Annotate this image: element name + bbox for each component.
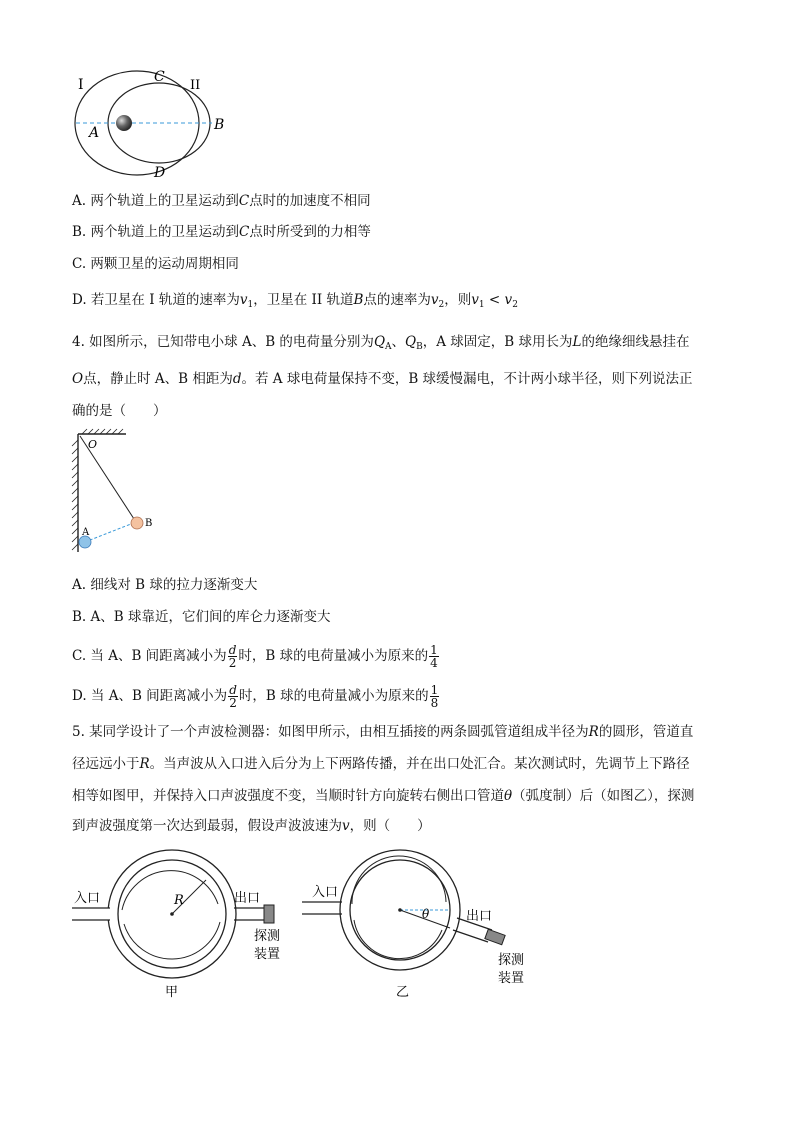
label-II: II	[190, 78, 201, 93]
q3-option-d: D. 若卫星在 I 轨道的速率为$v_1$，卫星在 II 轨道B点的速率为$v_2$，则$v_1 < v_2$	[72, 292, 518, 310]
outlet-label-a: 出口	[234, 891, 261, 906]
label-A: A	[82, 527, 90, 538]
q4-option-a: A. 细线对 B 球的拉力逐渐变大	[72, 577, 258, 593]
inlet-label-b: 入口	[312, 885, 339, 900]
detector-label-b1: 探测	[498, 953, 525, 968]
detector-a	[264, 905, 274, 923]
ceiling-hatch	[82, 429, 123, 434]
q3-option-c: C. 两颗卫星的运动周期相同	[72, 256, 239, 272]
detector-label-a1: 探测	[254, 929, 281, 944]
orbit-figure	[62, 65, 242, 185]
detector-label-b2: 装置	[498, 971, 525, 986]
inlet-label-a: 入口	[74, 891, 101, 906]
label-C: C	[154, 69, 165, 85]
inner-arc-upper	[122, 871, 218, 910]
q4-stem-line-1: 4. 如图所示，已知带电小球 A、B 的电荷量分别为$Q_A$、$Q_B$，A 球固定，B 球用长为L的绝缘细线悬挂在	[72, 334, 690, 352]
q5-stem-line-4: 到声波强度第一次达到最弱，假设声波波速为v，则（ ）	[72, 818, 431, 834]
rotated-outlet-bottom	[453, 930, 488, 942]
ab-dashed	[85, 522, 136, 542]
label-I: I	[78, 77, 84, 93]
label-theta: θ	[422, 907, 430, 921]
q3-option-a: A. 两个轨道上的卫星运动到C点时的加速度不相同	[72, 193, 371, 209]
q5-stem-line-1: 5. 某同学设计了一个声波检测器：如图甲所示，由相互插接的两条圆弧管道组成半径为R的圆形，管道直	[72, 724, 694, 740]
label-B: B	[214, 117, 225, 133]
caption-b: 乙	[396, 985, 410, 1000]
q3-option-b: B. 两个轨道上的卫星运动到C点时所受到的力相等	[72, 224, 371, 240]
q4-option-b: B. A、B 球靠近，它们间的库仑力逐渐变大	[72, 609, 331, 625]
detector-b	[485, 929, 505, 945]
label-B: B	[145, 518, 153, 529]
planet	[116, 115, 132, 131]
label-O: O	[88, 438, 98, 451]
detector-label-a2: 装置	[254, 947, 281, 962]
q4-option-c: C. 当 A、B 间距离减小为 $\frac{d}{2}$ 时，B 球的电荷量减小为原来的 $\frac{1}{4}$	[72, 643, 438, 670]
ball-b	[131, 517, 143, 529]
q5-stem-line-2: 径远远小于R。当声波从入口进入后分为上下两路传播，并在出口处汇合。某次测试时，先调节上下路径	[72, 756, 690, 772]
label-D: D	[154, 165, 166, 181]
pendulum-figure	[68, 428, 168, 552]
q4-stem-line-3: 确的是（ ）	[72, 403, 167, 419]
outlet-label-b: 出口	[466, 909, 493, 924]
inlet-gap-a	[70, 908, 110, 920]
label-A: A	[89, 125, 100, 141]
q4-option-d: D. 当 A、B 间距离减小为 $\frac{d}{2}$ 时，B 球的电荷量减小为原来的 $\frac{1}{8}$	[72, 683, 439, 710]
q4-stem-line-2: O点，静止时 A、B 相距为d。若 A 球电荷量保持不变，B 球缓慢漏电，不计两小球半径，则下列说法正	[72, 371, 693, 387]
q5-stem-line-3: 相等如图甲，并保持入口声波强度不变，当顺时针方向旋转右侧出口管道θ（弧度制）后（如图乙），探测	[72, 788, 695, 804]
label-R: R	[174, 893, 184, 908]
detector-figure-a	[70, 848, 300, 1003]
detector-figure-b	[300, 848, 540, 1003]
caption-a: 甲	[165, 985, 179, 1000]
inner-arc-lower	[124, 922, 220, 959]
wall-hatch	[72, 440, 78, 550]
